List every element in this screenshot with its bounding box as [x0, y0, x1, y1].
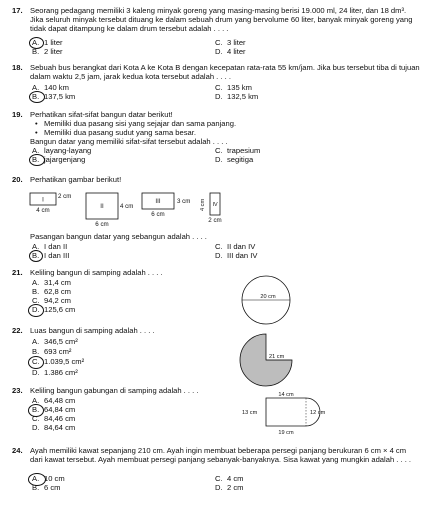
circle-figure: [240, 274, 292, 326]
question-number: 24.: [12, 446, 23, 455]
svg-text:12 cm: 12 cm: [310, 410, 326, 416]
option-c[interactable]: C. trapesium: [215, 146, 261, 155]
option-d[interactable]: D. segitiga: [215, 155, 254, 164]
question-text: Perhatikan gambar berikut!: [30, 175, 122, 184]
svg-text:IV: IV: [212, 202, 218, 208]
option-a[interactable]: A. 64,48 cm: [32, 396, 76, 405]
option-b[interactable]: B. jajargenjang: [32, 155, 86, 164]
question-text: Keliling bangun gabungan di samping adalah . . . .: [30, 386, 199, 395]
option-b[interactable]: B. 2 liter: [32, 47, 63, 56]
option-a[interactable]: A. 346,5 cm²: [32, 337, 78, 346]
option-a[interactable]: A. 1 liter: [32, 38, 63, 47]
quarter-cut-circle-figure: [238, 332, 294, 388]
question-text: Keliling bangun di samping adalah . . . .: [30, 268, 163, 277]
bullet-item: • Memiliki dua pasang sudut yang sama besar.: [44, 128, 196, 137]
shape-ii: [86, 193, 133, 228]
option-b[interactable]: B. I dan III: [32, 251, 70, 260]
svg-text:20 cm: 20 cm: [260, 294, 276, 300]
question-number: 22.: [12, 326, 23, 335]
svg-text:4 cm: 4 cm: [200, 198, 206, 211]
question-number: 20.: [12, 175, 23, 184]
svg-text:14 cm: 14 cm: [278, 392, 294, 398]
question-text: Seorang pedagang memiliki 3 kaleng minyak goreng yang masing-masing berisi 19.000 ml, 24 liter, dan 18 dm³. Jika seluruh minyak tersebut dituang ke dalam sebuah drum yang bervolume 60 liter, banyak minyak goreng yang tidak dapat ditampung ke dalam drum tersebut adalah . . . .: [30, 6, 413, 34]
option-d[interactable]: D. 84,64 cm: [32, 423, 76, 432]
svg-text:6 cm: 6 cm: [151, 211, 165, 218]
question-number: 19.: [12, 110, 23, 119]
option-c[interactable]: C. 135 km: [215, 83, 252, 92]
option-b[interactable]: B. 693 cm²: [32, 347, 72, 356]
option-d[interactable]: D. 4 liter: [215, 47, 246, 56]
svg-text:I: I: [42, 196, 44, 204]
svg-text:III: III: [155, 198, 161, 205]
question-text: Perhatikan sifat-sifat bangun datar berikut!: [30, 110, 173, 119]
option-b[interactable]: B. 6 cm: [32, 483, 61, 492]
option-c[interactable]: C. II dan IV: [215, 242, 256, 251]
option-d[interactable]: D. III dan IV: [215, 251, 258, 260]
svg-text:4 cm: 4 cm: [120, 203, 134, 210]
option-d[interactable]: D. 1.386 cm²: [32, 368, 78, 377]
option-c[interactable]: C. 1.039,5 cm²: [32, 357, 85, 366]
option-a[interactable]: A. 10 cm: [32, 474, 65, 483]
shape-iii: [142, 193, 190, 218]
svg-text:13 cm: 13 cm: [242, 410, 258, 416]
option-c[interactable]: C. 4 cm: [215, 474, 244, 483]
question-text: Luas bangun di samping adalah . . . .: [30, 326, 155, 335]
option-c[interactable]: C. 3 liter: [215, 38, 246, 47]
composite-shape-figure: [238, 390, 348, 440]
option-d[interactable]: D. 125,6 cm: [32, 305, 76, 314]
svg-text:2 cm: 2 cm: [208, 217, 222, 224]
option-d[interactable]: D. 132,5 km: [215, 92, 259, 101]
svg-text:3 cm: 3 cm: [177, 198, 191, 205]
option-b[interactable]: B. 137,5 km: [32, 92, 76, 101]
svg-text:19 cm: 19 cm: [278, 430, 294, 436]
question-number: 23.: [12, 386, 23, 395]
option-a[interactable]: A. 140 km: [32, 83, 69, 92]
question-number: 17.: [12, 6, 23, 15]
question-text: Ayah memiliki kawat sepanjang 210 cm. Ayah ingin membuat beberapa persegi panjang berukuran 6 cm × 4 cm dari kawat tersebut. Ayah membuat persegi panjang sebanyak-banyaknya. Sisa kawat yang mungkin adalah . . . .: [30, 446, 412, 465]
option-a[interactable]: A. layang-layang: [32, 146, 92, 155]
svg-text:2 cm: 2 cm: [58, 193, 72, 200]
svg-text:II: II: [100, 203, 104, 210]
option-b[interactable]: B. 62,8 cm: [32, 287, 72, 296]
option-d[interactable]: D. 2 cm: [215, 483, 244, 492]
shape-i: [30, 193, 71, 214]
option-c[interactable]: C. 84,46 cm: [32, 414, 76, 423]
shapes-figure: [26, 189, 266, 237]
question-text-2: Pasangan bangun datar yang sebangun adalah . . . .: [30, 232, 207, 241]
svg-text:4 cm: 4 cm: [36, 207, 50, 214]
question-text: Sebuah bus berangkat dari Kota A ke Kota B dengan kecepatan rata-rata 55 km/jam. Jika bus tersebut tiba di tujuan dalam waktu 2,5 jam, jarak kedua kota tersebut adalah . . . .: [30, 63, 420, 82]
svg-text:21 cm: 21 cm: [269, 354, 285, 360]
option-b[interactable]: B. 64,84 cm: [32, 405, 76, 414]
question-number: 18.: [12, 63, 23, 72]
shape-iv: [200, 193, 222, 224]
svg-text:6 cm: 6 cm: [95, 221, 109, 228]
option-c[interactable]: C. 94,2 cm: [32, 296, 72, 305]
option-a[interactable]: A. I dan II: [32, 242, 68, 251]
bullet-item: • Memiliki dua pasang sisi yang sejajar dan sama panjang.: [44, 119, 236, 128]
question-text-2: Bangun datar yang memiliki sifat-sifat tersebut adalah . . . .: [30, 137, 228, 146]
question-number: 21.: [12, 268, 23, 277]
option-a[interactable]: A. 31,4 cm: [32, 278, 72, 287]
